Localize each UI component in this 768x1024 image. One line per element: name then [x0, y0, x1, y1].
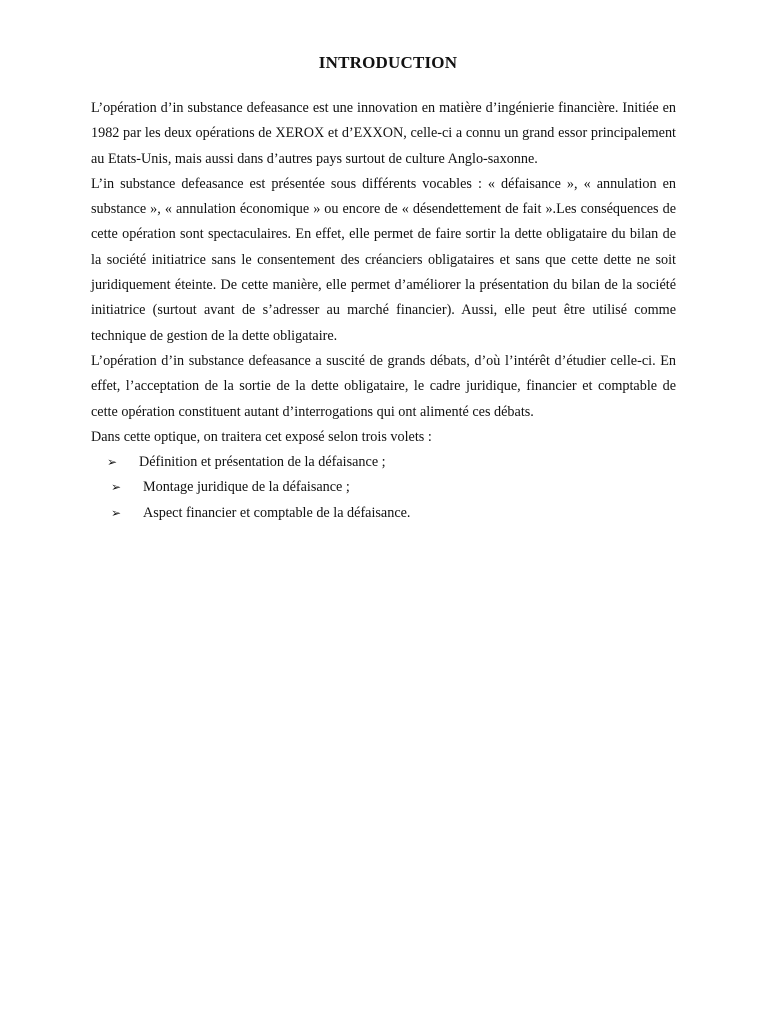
bullet-list: [91, 450, 676, 526]
paragraph-2: L’in substance defeasance est présentée sous différents vocables : « défaisance », « annulation en substance », « annulation économique » ou encore de « désendettement de fait ».Les conséquences de cette opération sont spectaculaires. En effet, elle permet de faire sortir la dette obligataire du bilan de la société initiatrice sans le consentement des créanciers obligataires et sans que cette dette ne soit juridiquement éteinte. De cette manière, elle permet d’améliorer la présentation du bilan de la société initiatrice (surtout avant de s’adresser au marché financier). Aussi, elle peut être utilisé comme technique de gestion de la dette obligataire.: [91, 175, 676, 344]
document-body: [91, 96, 676, 526]
arrowhead-bullet-icon: ➢: [107, 455, 118, 470]
arrowhead-bullet-icon: ➢: [111, 480, 122, 495]
bullet-text: Aspect financier et comptable de la défaisance.: [143, 504, 411, 521]
list-item: [91, 450, 676, 475]
paragraph-4: Dans cette optique, on traitera cet exposé selon trois volets :: [91, 428, 432, 445]
page-title: INTRODUCTION: [318, 53, 458, 72]
list-item: [91, 475, 676, 500]
arrowhead-bullet-icon: ➢: [111, 505, 122, 520]
paragraph-1: L’opération d’in substance defeasance est une innovation en matière d’ingénierie financière. Initiée en 1982 par les deux opérations de XEROX et d’EXXON, celle-ci a connu un grand essor principalement au Etats-Unis, mais aussi dans d’autres pays surtout de culture Anglo-saxonne.: [91, 100, 676, 167]
bullet-text: Définition et présentation de la défaisance ;: [139, 454, 386, 471]
bullet-text: Montage juridique de la défaisance ;: [143, 479, 350, 496]
list-item: [91, 501, 676, 526]
paragraph-3: L’opération d’in substance defeasance a suscité de grands débats, d’où l’intérêt d’étudier celle-ci. En effet, l’acceptation de la sortie de la dette obligataire, le cadre juridique, financier et comptable de cette opération constituent autant d’interrogations qui ont alimenté ces débats.: [91, 352, 676, 420]
